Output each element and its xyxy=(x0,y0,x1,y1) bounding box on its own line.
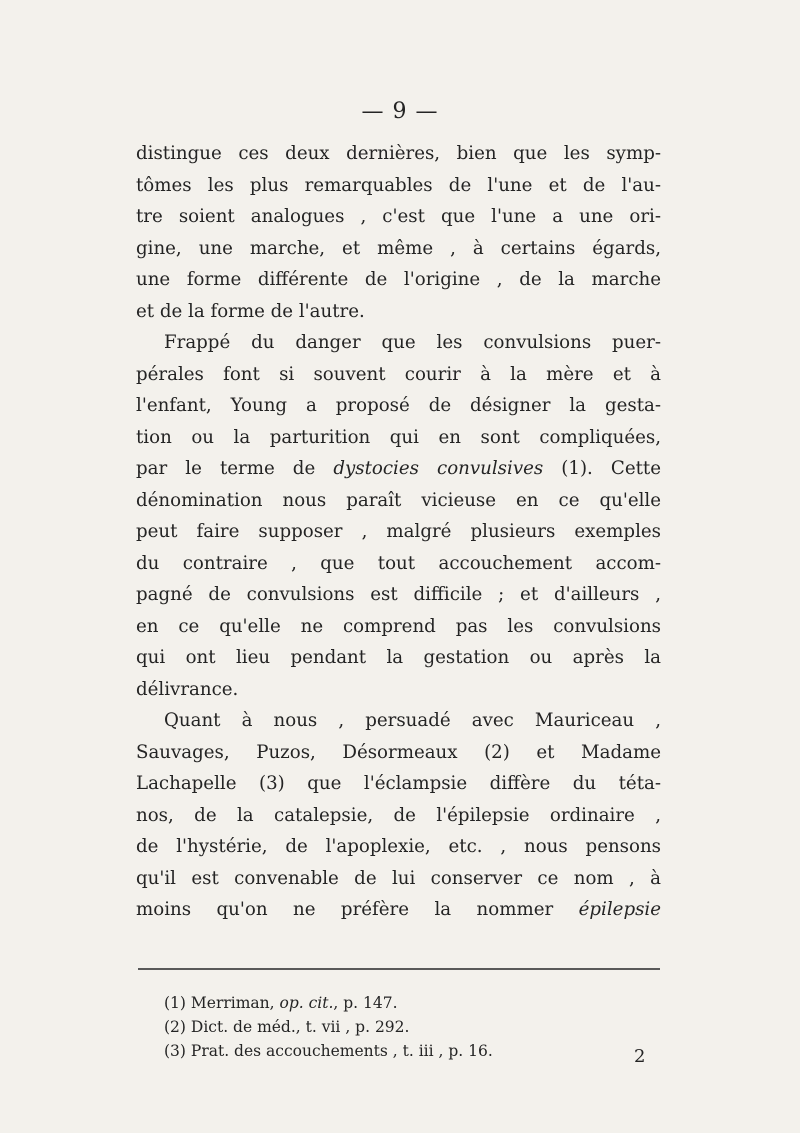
footnote-text: , p. 147. xyxy=(333,994,398,1012)
footnote-text: Prat. des accouchements , t. iii , p. 16. xyxy=(185,1042,493,1060)
text-line xyxy=(136,894,661,926)
footnote-2 xyxy=(164,1015,634,1039)
paragraph-3 xyxy=(136,705,661,926)
italic-term: dystocies convulsives xyxy=(333,458,544,479)
text-line: Quant à nous , persuadé avec Mauriceau , xyxy=(164,710,661,731)
footnote-marker: (3) xyxy=(164,1042,186,1060)
text-run: par le terme de xyxy=(136,458,334,479)
footnotes xyxy=(164,991,634,1063)
footnote-italic: op. cit. xyxy=(279,994,334,1012)
text-line: tômes les plus remarquables de l'une et de l'au- xyxy=(136,174,661,196)
text-line: du contraire , que tout accouchement accom- xyxy=(136,552,661,574)
text-line: qui ont lieu pendant la gestation ou après la xyxy=(136,647,661,668)
text-line: Frappé du danger que les convulsions puer- xyxy=(164,332,661,353)
text-line: pagné de convulsions est difficile ; et d'ailleurs , xyxy=(136,584,661,605)
paragraph-1 xyxy=(136,138,661,327)
text-line: nos, de la catalepsie, de l'épilepsie ordinaire , xyxy=(136,804,661,826)
text-line: dénomination nous paraît vicieuse en ce qu'elle xyxy=(136,489,661,511)
footnote-1 xyxy=(164,991,634,1015)
text-line: de l'hystérie, de l'apoplexie, etc. , nous pensons xyxy=(136,836,661,857)
text-line: Sauvages, Puzos, Désormeaux (2) et Madame xyxy=(136,741,661,763)
text-line: et de la forme de l'autre. xyxy=(136,300,365,322)
footnote-text: Merriman, xyxy=(185,994,280,1012)
text-line: délivrance. xyxy=(136,678,239,700)
footnote-rule xyxy=(138,968,660,970)
paragraph-2 xyxy=(136,327,661,705)
text-line: pérales font si souvent courir à la mère et à xyxy=(136,363,661,385)
footnote-marker: (1) xyxy=(164,994,186,1012)
text-line: une forme différente de l'origine , de la marche xyxy=(136,269,661,290)
text-line: distingue ces deux dernières, bien que les symp- xyxy=(136,143,661,164)
text-line: peut faire supposer , malgré plusieurs exemples xyxy=(136,521,661,542)
text-line: en ce qu'elle ne comprend pas les convulsions xyxy=(136,615,661,637)
text-run: (1). Cette xyxy=(543,458,661,479)
text-run: moins qu'on ne préfère la nommer xyxy=(136,899,579,920)
footnote-marker: (2) xyxy=(164,1018,186,1036)
body-text xyxy=(136,138,661,926)
text-line: tion ou la parturition qui en sont compliquées, xyxy=(136,426,661,448)
footnote-3 xyxy=(164,1039,634,1063)
text-line: Lachapelle (3) que l'éclampsie diffère du téta- xyxy=(136,773,661,794)
text-line: qu'il est convenable de lui conserver ce nom , à xyxy=(136,867,661,889)
signature-mark: 2 xyxy=(634,1046,646,1067)
text-line xyxy=(136,453,661,485)
text-line: tre soient analogues , c'est que l'une a une ori- xyxy=(136,206,661,227)
italic-term: épilepsie xyxy=(578,899,661,920)
text-line: l'enfant, Young a proposé de désigner la gesta- xyxy=(136,395,661,416)
text-line: gine, une marche, et même , à certains égards, xyxy=(136,237,661,259)
page-number: — 9 — xyxy=(361,99,439,124)
footnote-text: Dict. de méd., t. vii , p. 292. xyxy=(185,1018,410,1036)
